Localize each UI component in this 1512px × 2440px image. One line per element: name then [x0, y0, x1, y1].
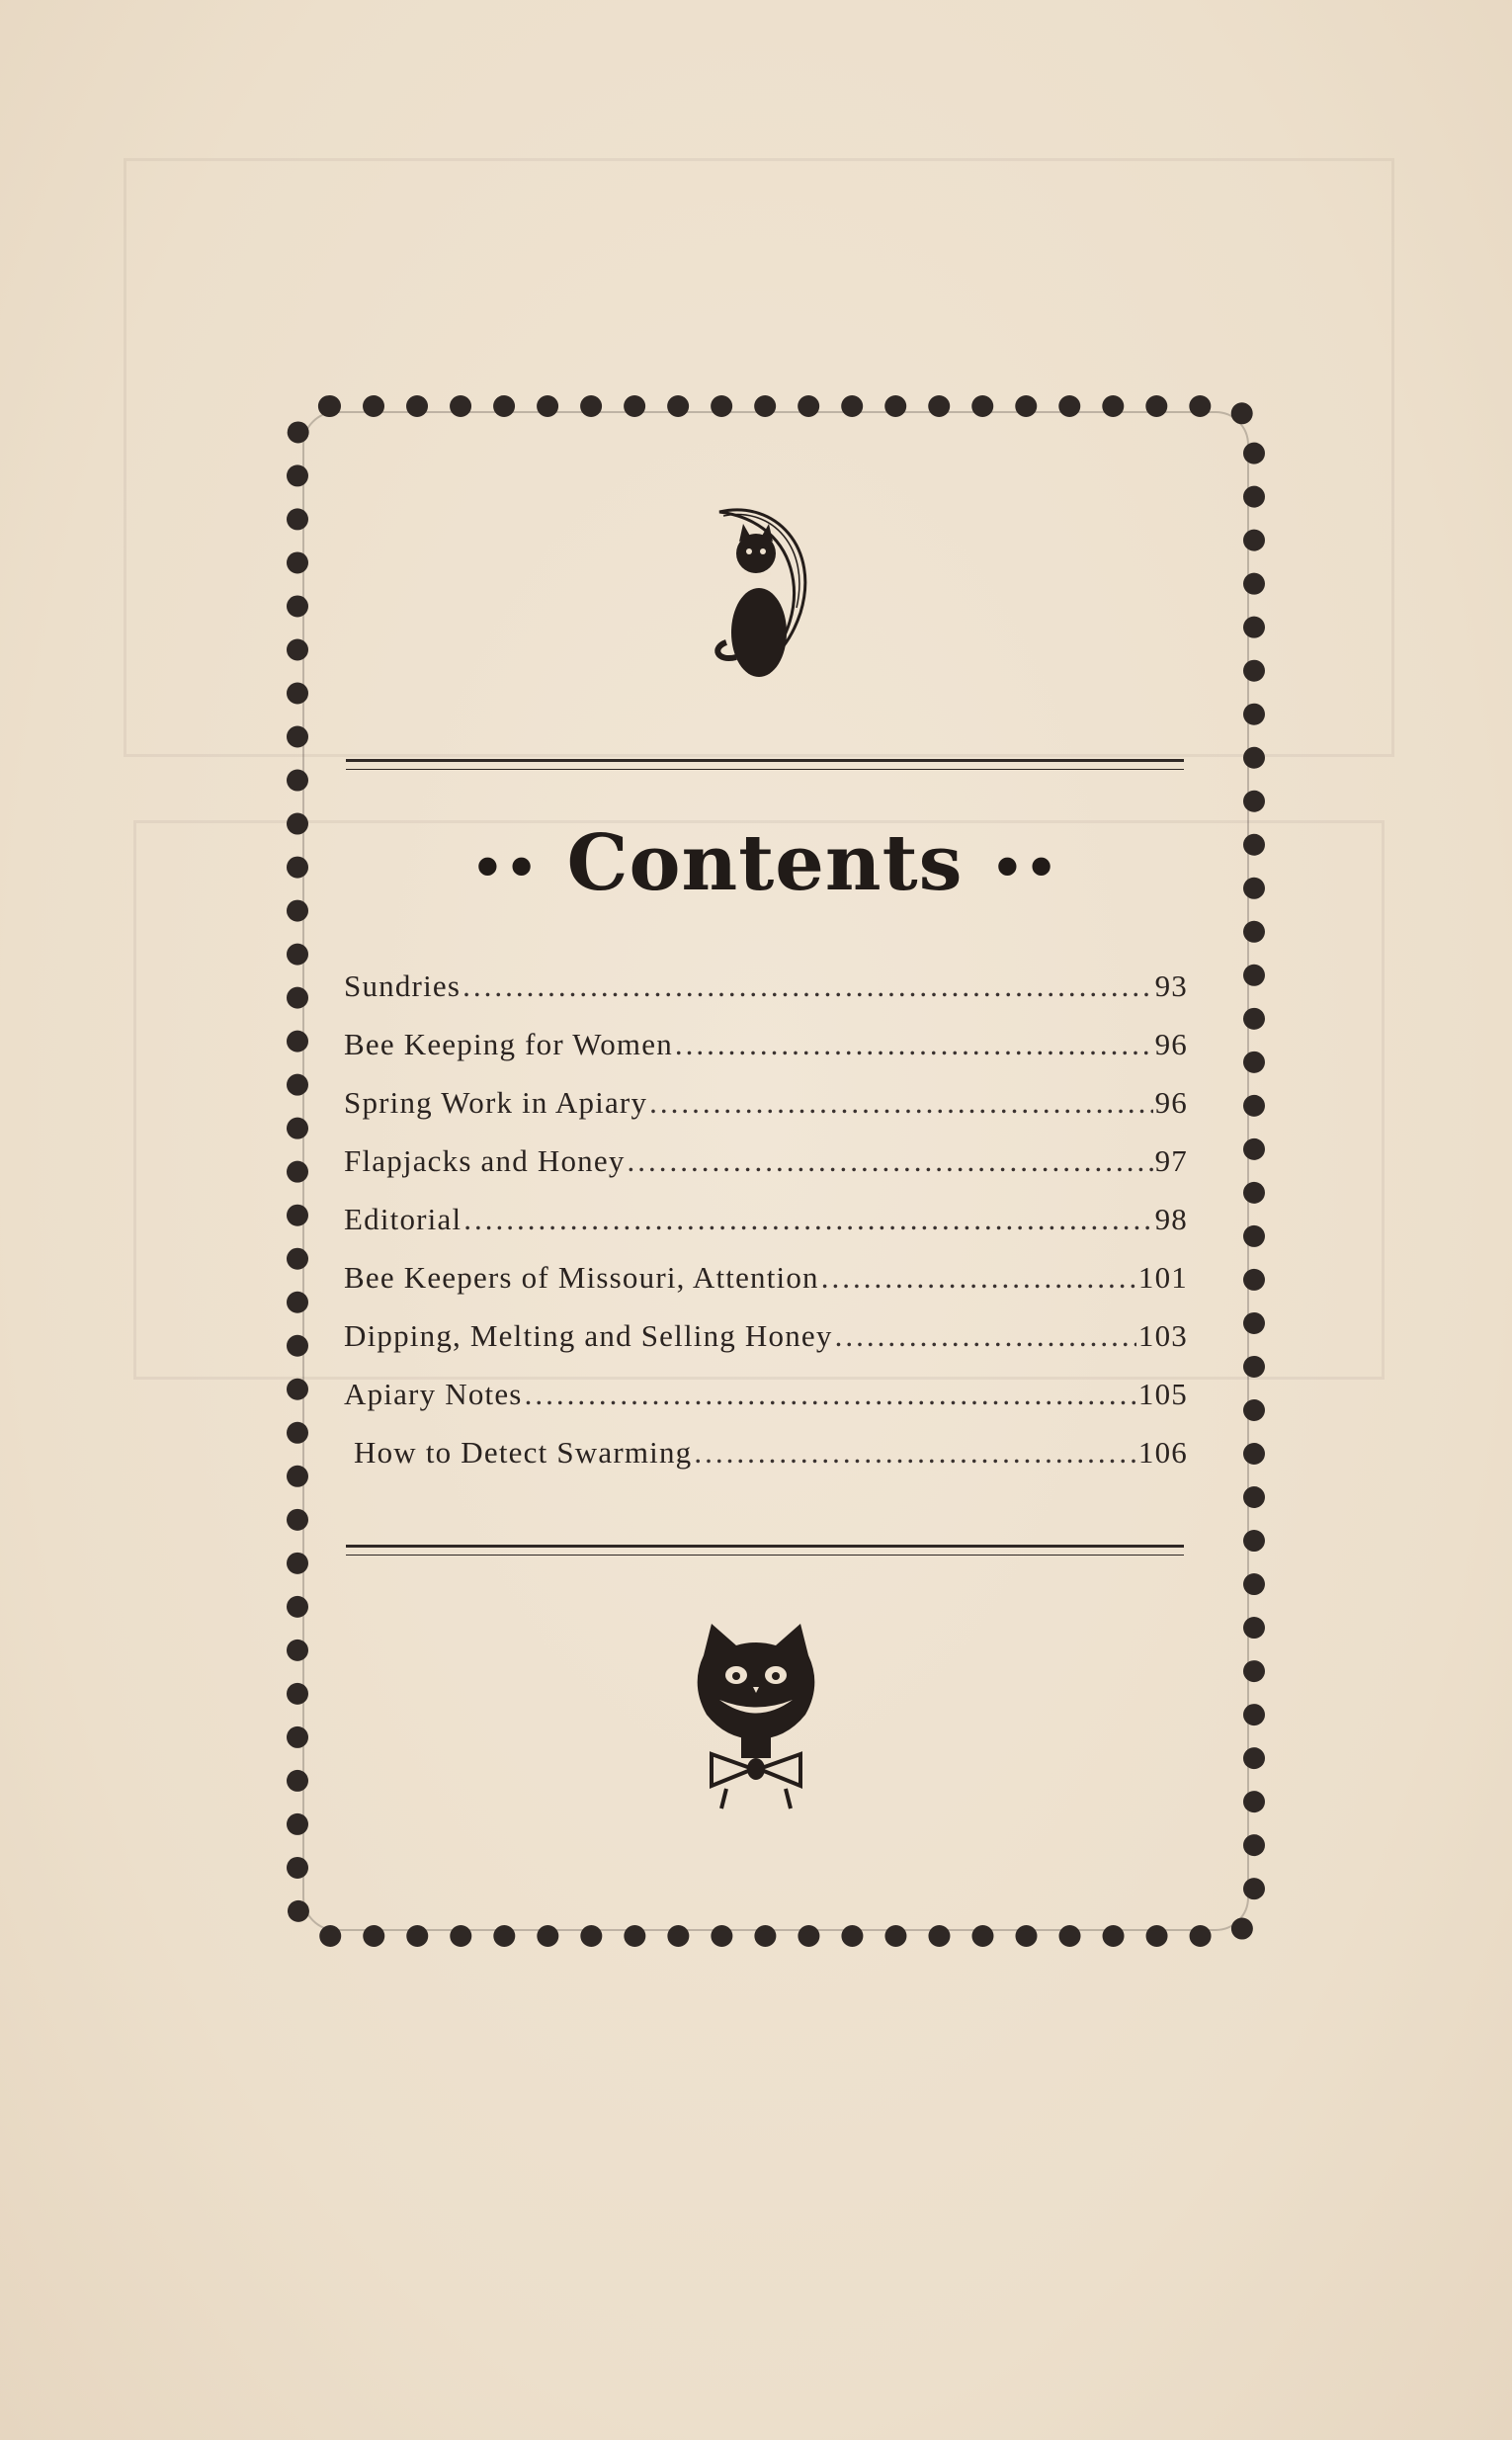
- rule-bottom-thin: [346, 1555, 1184, 1556]
- rule-top-thin: [346, 769, 1184, 770]
- toc-entry-title: Bee Keepers of Missouri, Attention: [344, 1260, 819, 1295]
- toc-entry: [344, 1085, 1188, 1143]
- page-title: [346, 818, 1184, 908]
- toc-entry-title: Spring Work in Apiary: [344, 1085, 648, 1120]
- toc-entry-page: 101: [1137, 1260, 1188, 1295]
- toc-entry-title: Dipping, Melting and Selling Honey: [344, 1318, 833, 1353]
- toc-entry-page: 96: [1154, 1085, 1188, 1120]
- title-ornament-left: ••: [470, 838, 540, 899]
- cat-face-with-bow-icon: [682, 1616, 830, 1813]
- toc-entry: [344, 968, 1188, 1027]
- toc-entry: [344, 1143, 1188, 1202]
- toc-entry-page: 93: [1154, 968, 1188, 1003]
- dot-leader: [821, 1260, 1136, 1296]
- dot-leader: [463, 1202, 1152, 1237]
- dot-leader: [694, 1435, 1136, 1471]
- dot-leader: [835, 1318, 1136, 1354]
- toc-entry-title: Apiary Notes: [344, 1377, 523, 1411]
- toc-entry-title: Editorial: [344, 1202, 462, 1236]
- title-ornament-right: ••: [990, 838, 1059, 899]
- title-text: Contents: [566, 818, 964, 908]
- toc-entry-page: 96: [1154, 1027, 1188, 1061]
- toc-entry-title: Sundries: [344, 968, 462, 1003]
- toc-entry: [344, 1318, 1188, 1377]
- toc-entry: [344, 1027, 1188, 1085]
- toc-entry: [344, 1377, 1188, 1435]
- toc-entry: [344, 1435, 1188, 1493]
- rule-top-thick: [346, 759, 1184, 762]
- toc-entry-page: 97: [1154, 1143, 1188, 1178]
- toc-entry-title: Bee Keeping for Women: [344, 1027, 673, 1061]
- rule-bottom-thick: [346, 1545, 1184, 1548]
- contents-list: [344, 968, 1188, 1493]
- toc-entry-title: How to Detect Swarming: [354, 1435, 693, 1470]
- dot-leader: [675, 1027, 1153, 1062]
- toc-entry-page: 103: [1137, 1318, 1188, 1353]
- toc-entry-page: 106: [1137, 1435, 1188, 1470]
- dot-leader: [525, 1377, 1136, 1412]
- toc-entry: [344, 1260, 1188, 1318]
- cat-on-moon-icon: [682, 494, 830, 692]
- dot-leader: [628, 1143, 1153, 1179]
- dot-leader: [462, 968, 1152, 1004]
- dot-leader: [649, 1085, 1152, 1121]
- toc-entry-page: 98: [1154, 1202, 1188, 1236]
- toc-entry-page: 105: [1137, 1377, 1188, 1411]
- toc-entry: [344, 1202, 1188, 1260]
- toc-entry-title: Flapjacks and Honey: [344, 1143, 626, 1178]
